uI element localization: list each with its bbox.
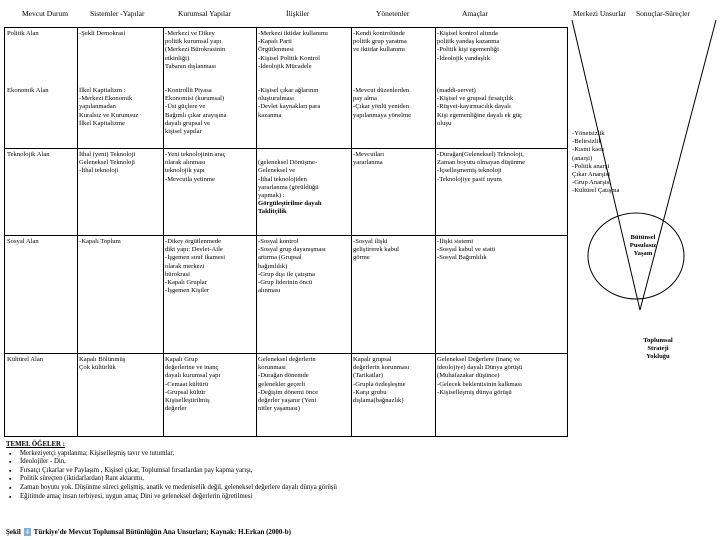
table-cell: -Durağan(Geleneksel) Teknoloji, Zaman boyutu olmayan düşünme -İçselleşmemiş teknoloji -Teknolojiye pasif uyum — [437, 151, 526, 183]
table-cell: -Sosyal kontrol -Sosyal grup dayanışması artırma (Grupsal bağımlılık) -Grup dışı ile çatışma -Grup liderinin öncü alınması — [258, 238, 326, 295]
column-divider — [435, 28, 436, 436]
table-cell: -Kontrollü Piyasa Ekonomisi (kurumsal) -Üst güçlere ve Bağımlı çıkar arayışına dayalı grupsal ve kişisel yapılar — [165, 87, 227, 136]
legend-item: ▪ Eğitimde amaç insan terbiyesi, uygun amaç Dini ve geleneksel değerlerin öğretilmesi — [20, 493, 566, 502]
table-cell: (maddi-servet) -Kişisel ve grupsal fırsatçılık -Rüşvet-kayırmacılık dayalı Kişi egemenliğine dayalı ek güç oluşu — [437, 87, 522, 127]
table-cell: -Mevcut düzenlerden pay alma -Çıkar yönlü yeniden yapılanmaya yönelme — [353, 87, 412, 119]
table-cell: İlkel Kapitalizm : -Merkezi Ekonomik yapılanmadan Kuralsız ve Kurumsuz İlkel Kapitalizme — [79, 87, 139, 127]
header-central: Merkezi Unsurlar — [573, 9, 627, 18]
page-number-badge[interactable]: 4 — [25, 528, 30, 536]
table-cell: -Şekli Demokrasi — [79, 30, 126, 37]
funnel-diagram — [568, 0, 720, 540]
legend-item: ▪ Fırsatçı Çıkarlar ve Paylaşım , Kişisel çıkar, Toplumsal fırsatlardan pay kapma yarışı, — [20, 467, 566, 476]
column-divider — [77, 28, 78, 436]
table-cell: -Kendi kontrolünde politik grup yaratma ve iktidar kullanımı — [353, 30, 407, 54]
row-divider — [5, 148, 567, 149]
row-area-label: Politik Alan — [7, 30, 39, 37]
column-divider — [351, 28, 352, 436]
table-cell — [258, 151, 350, 217]
central-elements-list: -Yönetsizlik -Belirsizlik -Kısmi kaos (anarşi) -Politik anarşi Çıkar Anarşisi -Grup Anarşisi -Kültürel Çatışma — [572, 130, 620, 195]
cell-text: (geleneksel Dönüşme- Geleneksel ve -İthal teknolojiden yararlanma (görüldüğü yapmak) : — [258, 159, 319, 200]
header-rulers: Yönetenler — [376, 9, 410, 18]
legend-item: ▪ Politik süreçten (iktidarlardan) Rant aktarımı, — [20, 475, 566, 484]
row-area-label: Sosyal Alan — [7, 238, 39, 245]
column-divider — [163, 28, 164, 436]
legend-title: TEMEL ÖĞELER : — [6, 441, 65, 448]
legend-list — [6, 450, 566, 502]
table-cell: -Sosyal ilişki geliştirerek kabul görme — [353, 238, 399, 262]
column-divider — [256, 28, 257, 436]
table-cell: Kapalı grupsal değerlerin korunması (Tarikatlar) -Grupla özdeşleşme -Karşı grubu dışlama(bağnazlık) — [353, 356, 410, 405]
cell-bold-text: Görgüleştirilme dayalı Taklitçilik — [258, 200, 322, 216]
header-current-state: Mevcut Durum — [22, 9, 69, 18]
legend-item: ▪ İdeolojiler - Din, — [20, 458, 566, 467]
header-systems: Sistemler -Yapılar — [90, 9, 145, 18]
header-outcomes: Sonuçlar-Süreçler — [636, 9, 690, 18]
table-cell: -Kişisel kontrol altında politik yandaş kazanma -Politik kişi egemenliği -İdeolojik yandaşlık — [437, 30, 500, 62]
header-relations: İlişkiler — [286, 9, 310, 18]
header-goals: Amaçlar — [462, 9, 488, 18]
header-structures: Kurumsal Yapılar — [178, 9, 231, 18]
table-cell: Geleneksel değerlerin korunması -Durağan dönemde gelenekler geçerli -Değişim dönemi önce değerler yaşanır (Yeni nitler yaşaması) — [258, 356, 319, 413]
row-area-label: Kültürel Alan — [7, 356, 44, 363]
row-divider — [5, 235, 567, 236]
row-divider — [5, 353, 567, 354]
table-cell: Kapalı Grup değerlerine ve inanç dayalı kurumsal yapı -Cemaat kültürü -Grupsal kültür Kişiselleştirilmiş değerler — [165, 356, 221, 413]
row-area-label: Ekonomik Alan — [7, 87, 49, 94]
table-cell: -Dikey örgütlenmede dikt yapı: Devlet-Aile -İşgemen sınıf ikamesi olarak merkezi bürokrasi -Kapalı Gruplar -İşgemen Kişiler — [165, 238, 226, 295]
table-cell: -Merkezi iktidar kullanımı -Kapalı Parti Örgütlenmesi -Kişisel Politik Kontrol -İdeolojik Mücadele — [258, 30, 328, 70]
figure-caption — [6, 528, 291, 536]
legend-item: ▪ Zaman boyutu yok. Düşünme süreci gelişmiş, anatik ve medeniselik değil, geleneksel değerlere dayalı dünya görüşü — [20, 484, 566, 493]
table-cell: -Kişisel çıkar ağlarının oluşturulması -Devlet kaynakları para kazanma — [258, 87, 321, 119]
table-cell: -Merkezi ve Dikey politik kurumsal yapı (Merkezi Bürokrasinin etkinliği) Tabanın dışlanması — [165, 30, 226, 70]
outcome-label: Toplumsal Strateji Yokluğu — [643, 337, 673, 361]
table-cell: -Yeni teknolojinin araç olarak alınması teknolojik yapı -Mevcutla yetinme — [165, 151, 226, 183]
table-cell: İthal (yeni) Teknoloji Geleneksel Teknoloji -İthal teknoloji — [79, 151, 136, 175]
circle-label: Bütünsel Pusulasız Yaşam — [629, 234, 657, 258]
legend — [6, 441, 566, 501]
legend-item: ▪ Merkeziyetçi yapılanma; Kişiselleşmiş tavır ve tutumlar, — [20, 450, 566, 459]
table-cell: Kapalı Bölünmüş Çok kültürlük — [79, 356, 126, 372]
caption-text: Türkiye'de Mevcut Toplumsal Bütünlüğün Ana Unsurları; Kaynak: H.Erkan (2000-b) — [33, 528, 291, 536]
table-cell: -Mevcutları yararlanma — [353, 151, 385, 167]
row-area-label: Teknolojik Alan — [7, 151, 50, 158]
table-cell: -İlişki sistemi -Sosyal kabul ve statü -Sosyal Bağımlılık — [437, 238, 496, 262]
table-cell: Geleneksel Değerlere (inanç ve ideolojiye) dayalı Dünya görüşü (Muhafazakar düşünce) -Gelecek beklentisinin kalkması -Kişiselleşmiş dünya görüşü — [437, 356, 523, 396]
funnel-right-line — [640, 20, 716, 310]
caption-prefix: Şekil — [6, 528, 21, 536]
table-cell: -Kapalı Toplum — [79, 238, 121, 245]
